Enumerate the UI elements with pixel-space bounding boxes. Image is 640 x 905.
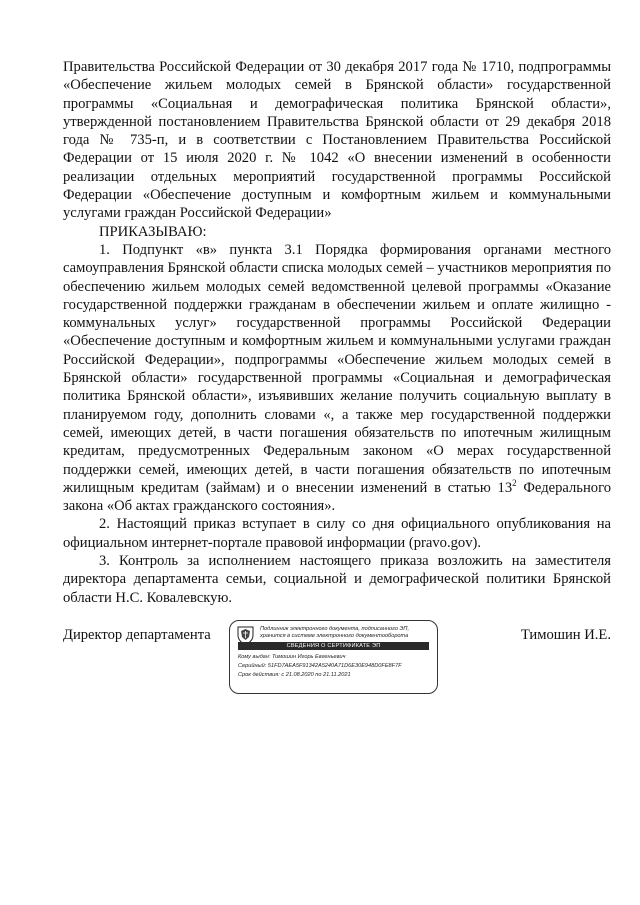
item-1-text: 1. Подпункт «в» пункта 3.1 Порядка формирования органами местного самоуправления Брянской области списка молодых семей – участников мероприятия по обеспечению жильем молодых семей ведомственной целевой программы «Оказание государственной поддержки гражданам в обеспечении жильем и оплате жилищно - коммунальных услуг» государственной программы Российской Федерации «Обеспечение доступным и комфортным жильем и коммунальными услугами граждан Российской Федерации», подпрограммы «Обеспечение жильем молодых семей в Брянской области» государственной программы «Социальная и демографическая политика Брянской области», изъявивших желание получить социальную выплату в планируемом году, дополнить словами «, а также мер государственной поддержки семей, имеющих детей, в части погашения обязательств по ипотечным жилищным кредитам, предусмотренных Федеральным законом «О мерах государственной поддержки семей, имеющих детей, в части погашения обязательств по ипотечным жилищным кредитам (займам) и о внесении изменений в статью 13	[63, 241, 611, 496]
item-1-tail: Федерального закона «Об актах гражданского состояния».	[63, 479, 611, 515]
item-1-superscript: 2	[512, 477, 517, 488]
item-1-paragraph	[63, 241, 611, 515]
order-word: ПРИКАЗЫВАЮ:	[99, 223, 207, 240]
intro-paragraph: Правительства Российской Федерации от 30 декабря 2017 года № 1710, подпрограммы «Обеспечение жильем молодых семей в Брянской области» государственной программы «Социальная и демографическая политика Брянской области», утвержденной постановлением Правительства Брянской области от 29 декабря 2018 года № 735-п, и в соответствии с Постановлением Правительства Российской Федерации от 15 июля 2020 г. № 1042 «О внесении изменений в особенности реализации отдельных мероприятий государственной программы Российской Федерации «Обеспечение доступным и комфортным жильем и коммунальными услугами граждан Российской Федерации»	[63, 59, 611, 222]
certificate-owner: Кому выдан: Тимошин Игорь Евгеньевич	[238, 654, 346, 660]
item-2-paragraph: 2. Настоящий приказ вступает в силу со дня официального опубликования на официальном интернет-портале правовой информации (pravo.gov).	[63, 516, 611, 551]
electronic-signature-stamp	[229, 620, 438, 694]
stamp-note-line-2: хранится в системе электронного документооборота	[260, 633, 409, 640]
document-body	[63, 58, 611, 607]
signer-position: Директор департамента	[63, 627, 211, 643]
certificate-details	[238, 653, 433, 681]
certificate-serial: Серийный: 51FD7AEA5F91342A5240A71D6E30E948D0FE8F7F	[238, 663, 402, 670]
certificate-validity: Срок действия: с 21.08.2020 по 21.11.2021	[238, 672, 351, 679]
signer-name: Тимошин И.Е.	[520, 627, 611, 643]
stamp-note	[260, 626, 432, 640]
item-3-paragraph: 3. Контроль за исполнением настоящего приказа возложить на заместителя директора департамента семьи, социальной и демографической политики Брянской области Н.С. Ковалевскую.	[63, 553, 611, 606]
stamp-note-line-1: Подлинник электронного документа, подписанного ЭП,	[260, 626, 410, 632]
certificate-header: СВЕДЕНИЯ О СЕРТИФИКАТЕ ЭП	[238, 642, 429, 650]
